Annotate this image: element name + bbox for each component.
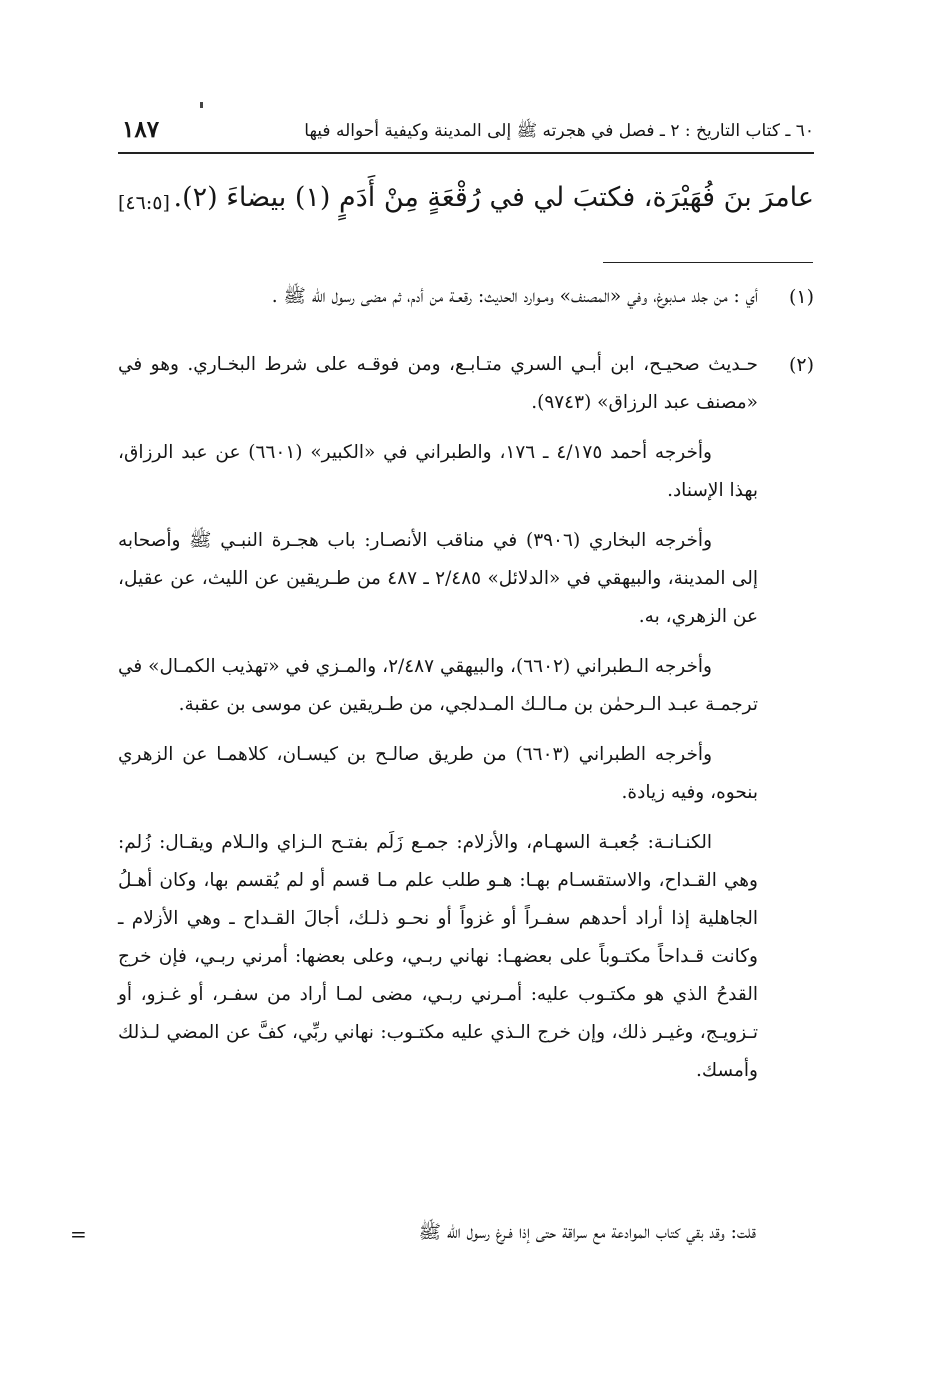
closing-text: قلت: وقد بقي كتاب الموادعة مع سراقة حتى إذا فـرغ رسول الله ﷺ bbox=[418, 1222, 756, 1243]
footnote-paragraph: حـديث صحيـح، ابن أبـي السري متـابـع، ومن فوقـه على شرط البخـاري. وهو في «مصنف عبد الرزاق» (٩٧٤٣). bbox=[118, 354, 758, 413]
footnote-paragraph: وأخرجه أحمد ٤/١٧٥ ـ ١٧٦، والطبراني في «الكبير» (٦٦٠١) عن عبد الرزاق، بهذا الإسناد. bbox=[118, 442, 758, 501]
footnote-divider bbox=[603, 262, 813, 263]
footnote-marker: (١) bbox=[788, 286, 814, 308]
footnote-paragraph: وأخرجه الطبراني (٦٦٠٣) من طريق صالـح بن كيسـان، كلاهمـا عن الزهري بنحوه، وفيه زيادة. bbox=[118, 744, 758, 803]
scan-mark bbox=[200, 102, 203, 108]
footnote-paragraph: الكنـانـة: جُعبـة السهـام، والأزلام: جمـع زَلَم بفتـح الـزاي والـلام ويقـال: زُلم: وهي القـداح، والاستقسـام بهـا: هـو طلب علم مـا قسم أو لم يُقسم بها، وكان أهـلُ الجاهلية إذا أراد أحدهم سفـراً أو غزواً أو نحـو ذلـك، أجالَ القـداح ـ وهي الأزلام ـ وكانت قـداحاً مكتـوباً على بعضهـا: نهاني ربـي، وعلى بعضها: أمرني ربـي، فإن خرج القدحُ الذي هو مكتـوب عليه: أمـرني ربـي، مضى لمـا أراد من سفـر، أو غـزو، أو تـزويـج، وغيـر ذلك، وإن خرج الـذي عليه مكتـوب: نهاني ربِّي، كفَّ عن المضي لـذلك وأمسك. bbox=[118, 832, 758, 1081]
main-text: عامرَ بنَ فُهَيْرَة، فكتبَ لي في رُقْعَةٍ مِنْ أَدَمٍ (١) بيضاءَ (٢). bbox=[173, 182, 814, 213]
continuation-mark: = bbox=[70, 1222, 87, 1246]
closing-line bbox=[70, 1216, 814, 1256]
main-text-line bbox=[118, 182, 814, 232]
footnote-paragraph: وأخرجه الـطبراني (٦٦٠٢)، والبيهقي ٢/٤٨٧، والمـزي في «تهذيب الكمـال» في ترجمـة عبـد الـرحمٰن بن مـالـك المـدلجي، من طـريقين عن موسى بن عقبة. bbox=[118, 656, 758, 715]
footnote-2 bbox=[118, 346, 814, 1090]
header-title: ٦٠ ـ كتاب التاريخ : ٢ ـ فصل في هجرته ﷺ إلى المدينة وكيفية أحواله فيها bbox=[304, 121, 814, 141]
footnote-1 bbox=[118, 278, 814, 316]
page-number: ١٨٧ bbox=[122, 116, 160, 143]
footnote-paragraph: أي : من جلد مـدبوغ، وفي «المصنف» ومـوارد الحديث: رقعـة من أدم، ثم مضى رسول الله ﷺ . bbox=[271, 286, 758, 307]
main-reference: [٤٦:٥] bbox=[118, 192, 170, 214]
footnote-paragraph: وأخرجه البخاري (٣٩٠٦) في مناقب الأنصـار: باب هجـرة النبـي ﷺ وأصحابه إلى المدينة، والبيهقي في «الدلائل» ٢/٤٨٥ ـ ٤٨٧ من طـريقين عن الليث، عن عقيل، عن الزهري، به. bbox=[118, 530, 759, 627]
footnotes bbox=[118, 278, 814, 1090]
footnote-marker: (٢) bbox=[788, 354, 814, 376]
running-header bbox=[118, 116, 814, 154]
